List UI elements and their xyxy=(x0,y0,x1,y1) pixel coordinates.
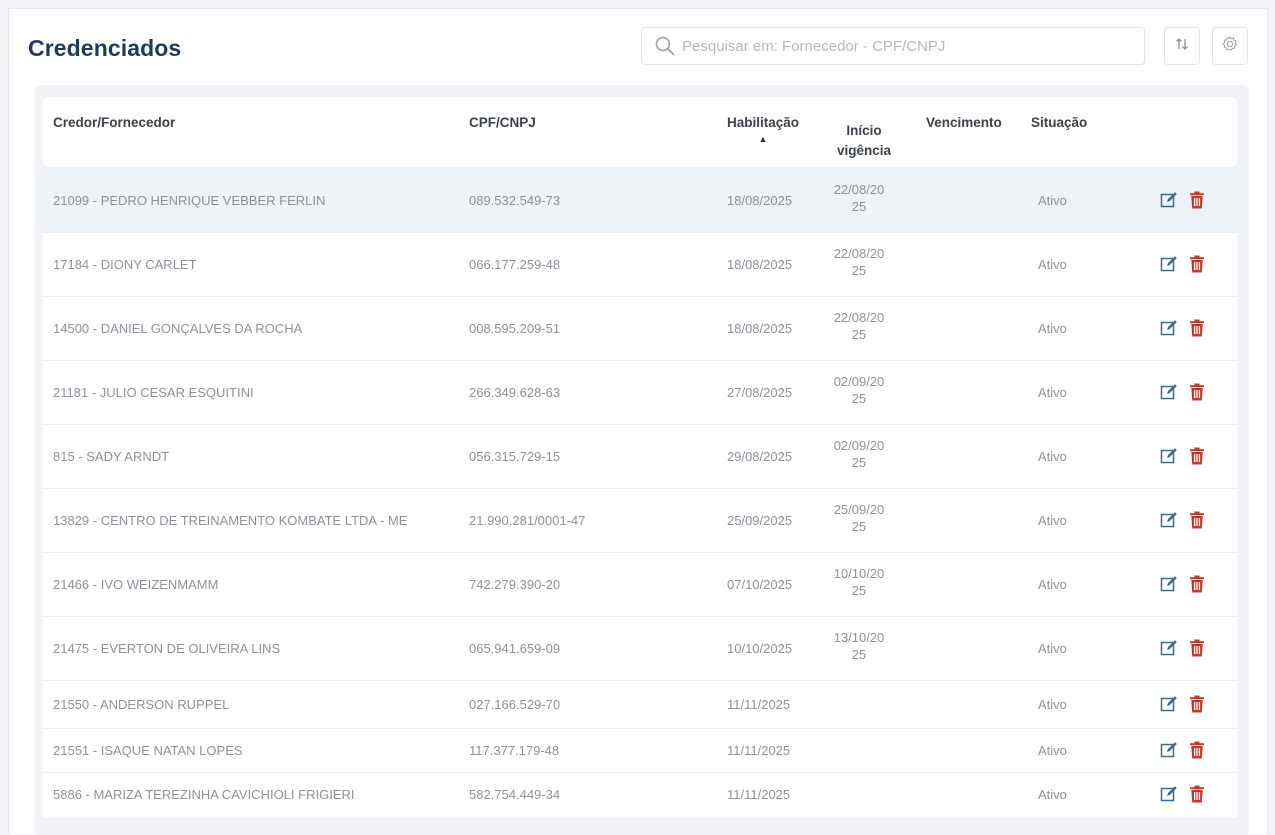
credenciados-panel xyxy=(8,8,1268,834)
search-input[interactable] xyxy=(678,28,1144,64)
column-header-inicio-line2: vigência xyxy=(836,143,892,158)
column-header-habilitacao[interactable] xyxy=(723,113,803,146)
cell-situacao: Ativo xyxy=(1038,787,1067,802)
table-row[interactable] xyxy=(43,681,1237,729)
cell-situacao: Ativo xyxy=(1038,449,1067,464)
table-row[interactable] xyxy=(43,361,1237,425)
cell-cpf: 027.166.529-70 xyxy=(469,697,561,712)
cell-credor: 21099 - PEDRO HENRIQUE VEBBER FERLIN xyxy=(53,193,326,208)
cell-habilitacao: 07/10/2025 xyxy=(727,577,793,592)
cell-situacao: Ativo xyxy=(1038,257,1067,272)
table-row[interactable] xyxy=(43,169,1237,233)
column-header-habilitacao-label: Habilitação xyxy=(726,115,800,130)
cell-habilitacao: 11/11/2025 xyxy=(727,697,791,712)
sort-button[interactable] xyxy=(1164,27,1200,65)
cell-cpf: 742.279.390-20 xyxy=(469,577,561,592)
search-icon xyxy=(652,33,678,59)
edit-icon[interactable] xyxy=(1160,383,1178,401)
table-row[interactable] xyxy=(43,553,1237,617)
cell-situacao: Ativo xyxy=(1038,513,1067,528)
cell-credor: 13829 - CENTRO DE TREINAMENTO KOMBATE LTDA - ME xyxy=(53,513,408,528)
row-actions xyxy=(1160,639,1206,657)
cell-situacao: Ativo xyxy=(1038,577,1067,592)
table-header xyxy=(43,97,1237,167)
cell-habilitacao: 18/08/2025 xyxy=(727,193,793,208)
column-header-inicio-line1: Início xyxy=(846,123,882,138)
row-actions xyxy=(1160,695,1206,713)
cell-credor: 5886 - MARIZA TEREZINHA CAVICHIOLI FRIGIERI xyxy=(53,787,355,802)
cell-situacao: Ativo xyxy=(1038,321,1067,336)
edit-icon[interactable] xyxy=(1160,447,1178,465)
cell-situacao: Ativo xyxy=(1038,743,1067,758)
row-actions xyxy=(1160,447,1206,465)
cell-situacao: Ativo xyxy=(1038,193,1067,208)
cell-habilitacao: 25/09/2025 xyxy=(727,513,793,528)
trash-icon[interactable] xyxy=(1188,255,1206,273)
edit-icon[interactable] xyxy=(1160,319,1178,337)
table-row[interactable] xyxy=(43,425,1237,489)
row-actions xyxy=(1160,511,1206,529)
cell-cpf: 117.377.179-48 xyxy=(469,743,560,758)
edit-icon[interactable] xyxy=(1160,639,1178,657)
cell-cpf: 065.941.659-09 xyxy=(469,641,561,656)
cell-habilitacao: 11/11/2025 xyxy=(727,787,791,802)
cell-situacao: Ativo xyxy=(1038,385,1067,400)
gear-icon xyxy=(1221,35,1239,58)
cell-inicio-vigencia: 13/10/2025 xyxy=(833,630,885,662)
cell-inicio-vigencia: 10/10/2025 xyxy=(833,566,885,598)
sort-arrows-icon xyxy=(1174,36,1190,57)
trash-icon[interactable] xyxy=(1188,319,1206,337)
cell-habilitacao: 10/10/2025 xyxy=(727,641,793,656)
cell-credor: 21475 - EVERTON DE OLIVEIRA LINS xyxy=(53,641,281,656)
cell-cpf: 089.532.549-73 xyxy=(469,193,561,208)
search-box[interactable] xyxy=(641,27,1145,65)
edit-icon[interactable] xyxy=(1160,741,1178,759)
trash-icon[interactable] xyxy=(1188,639,1206,657)
cell-cpf: 066.177.259-48 xyxy=(469,257,561,272)
cell-credor: 815 - SADY ARNDT xyxy=(53,449,170,464)
cell-inicio-vigencia: 22/08/2025 xyxy=(833,182,885,214)
cell-inicio-vigencia: 22/08/2025 xyxy=(833,246,885,278)
edit-icon[interactable] xyxy=(1160,511,1178,529)
row-actions xyxy=(1160,741,1206,759)
row-actions xyxy=(1160,191,1206,209)
trash-icon[interactable] xyxy=(1188,447,1206,465)
cell-cpf: 21.990.281/0001-47 xyxy=(469,513,586,528)
cell-credor: 14500 - DANIEL GONÇALVES DA ROCHA xyxy=(53,321,303,336)
table-row[interactable] xyxy=(43,729,1237,773)
credenciados-table xyxy=(35,85,1249,835)
trash-icon[interactable] xyxy=(1188,785,1206,803)
cell-credor: 21466 - IVO WEIZENMAMM xyxy=(53,577,219,592)
table-row[interactable] xyxy=(43,233,1237,297)
cell-cpf: 008.595.209-51 xyxy=(469,321,561,336)
row-actions xyxy=(1160,255,1206,273)
cell-credor: 21181 - JULIO CESAR ESQUITINI xyxy=(53,385,254,400)
cell-habilitacao: 11/11/2025 xyxy=(727,743,791,758)
row-actions xyxy=(1160,575,1206,593)
edit-icon[interactable] xyxy=(1160,255,1178,273)
trash-icon[interactable] xyxy=(1188,511,1206,529)
trash-icon[interactable] xyxy=(1188,383,1206,401)
table-row[interactable] xyxy=(43,297,1237,361)
sort-ascending-icon: ▲ xyxy=(758,134,768,144)
edit-icon[interactable] xyxy=(1160,785,1178,803)
edit-icon[interactable] xyxy=(1160,695,1178,713)
column-header-cpf[interactable]: CPF/CNPJ xyxy=(469,115,536,130)
edit-icon[interactable] xyxy=(1160,191,1178,209)
cell-cpf: 582.754.449-34 xyxy=(469,787,561,802)
table-row[interactable] xyxy=(43,489,1237,553)
cell-cpf: 056.315.729-15 xyxy=(469,449,561,464)
cell-credor: 17184 - DIONY CARLET xyxy=(53,257,197,272)
page-title: Credenciados xyxy=(28,35,182,61)
trash-icon[interactable] xyxy=(1188,191,1206,209)
trash-icon[interactable] xyxy=(1188,695,1206,713)
cell-situacao: Ativo xyxy=(1038,697,1067,712)
cell-credor: 21550 - ANDERSON RUPPEL xyxy=(53,697,230,712)
table-row[interactable] xyxy=(43,617,1237,681)
row-actions xyxy=(1160,383,1206,401)
cell-habilitacao: 29/08/2025 xyxy=(727,449,793,464)
cell-habilitacao: 18/08/2025 xyxy=(727,257,793,272)
cell-situacao: Ativo xyxy=(1038,641,1067,656)
column-header-situacao[interactable]: Situação xyxy=(1031,115,1088,130)
table-row[interactable] xyxy=(43,773,1237,819)
trash-icon[interactable] xyxy=(1188,741,1206,759)
cell-cpf: 266.349.628-63 xyxy=(469,385,561,400)
cell-credor: 21551 - ISAQUE NATAN LOPES xyxy=(53,743,243,758)
cell-inicio-vigencia: 02/09/2025 xyxy=(833,374,885,406)
column-header-vencimento[interactable]: Vencimento xyxy=(926,115,1002,130)
settings-button[interactable] xyxy=(1212,27,1248,65)
cell-inicio-vigencia: 22/08/2025 xyxy=(833,310,885,342)
row-actions xyxy=(1160,319,1206,337)
column-header-inicio-vigencia[interactable] xyxy=(829,121,899,161)
column-header-credor[interactable]: Credor/Fornecedor xyxy=(53,115,176,130)
cell-habilitacao: 18/08/2025 xyxy=(727,321,793,336)
trash-icon[interactable] xyxy=(1188,575,1206,593)
cell-inicio-vigencia: 02/09/2025 xyxy=(833,438,885,470)
edit-icon[interactable] xyxy=(1160,575,1178,593)
cell-inicio-vigencia: 25/09/2025 xyxy=(833,502,885,534)
cell-habilitacao: 27/08/2025 xyxy=(727,385,793,400)
row-actions xyxy=(1160,785,1206,803)
